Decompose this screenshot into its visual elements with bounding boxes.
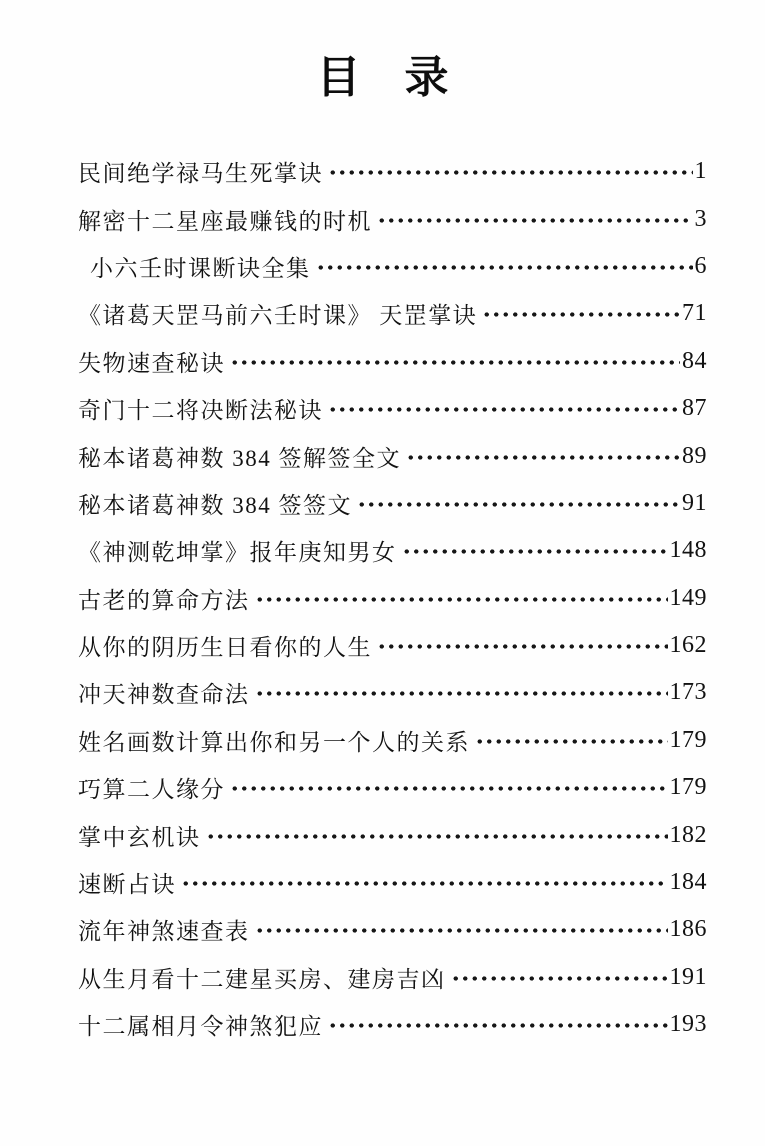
dot-leader	[376, 209, 693, 232]
toc-entry	[78, 480, 707, 527]
toc-entry	[78, 527, 707, 574]
dot-leader	[327, 161, 693, 184]
dot-leader	[474, 730, 668, 753]
dot-leader	[180, 872, 668, 895]
dot-leader	[315, 256, 693, 279]
toc-entry	[78, 717, 707, 764]
toc-entry	[78, 432, 707, 479]
toc-entry-title: 从生月看十二建星买房、建房吉凶	[78, 966, 446, 992]
toc-entry-title: 巧算二人缘分	[78, 777, 225, 803]
toc-entry-title: 《诸葛天罡马前六壬时课》 天罡掌诀	[78, 303, 478, 329]
toc-entry-title: 秘本诸葛神数 384 签解签全文	[78, 445, 401, 471]
toc-entry-title: 民间绝学禄马生死掌诀	[78, 161, 323, 187]
toc-entry-title: 《神测乾坤掌》报年庚知男女	[78, 540, 397, 566]
toc-entry-title: 解密十二星座最赚钱的时机	[78, 208, 372, 234]
page-number: 179	[669, 726, 707, 753]
page-number: 6	[694, 252, 707, 279]
page-number: 71	[682, 300, 707, 327]
toc-entry	[78, 243, 707, 290]
dot-leader	[376, 635, 668, 658]
page-number: 186	[669, 916, 707, 943]
dot-leader	[327, 398, 680, 421]
toc-entry	[78, 148, 707, 195]
page-number: 87	[682, 395, 707, 422]
dot-leader	[450, 967, 668, 990]
toc-entry-title: 姓名画数计算出你和另一个人的关系	[78, 729, 470, 755]
toc-entry	[78, 385, 707, 432]
toc-entry-title: 秘本诸葛神数 384 签签文	[78, 492, 352, 518]
toc-entry	[78, 338, 707, 385]
toc-entry	[78, 764, 707, 811]
toc-entry-title: 奇门十二将决断法秘诀	[78, 398, 323, 424]
page-number: 91	[682, 489, 707, 516]
page-number: 1	[694, 158, 707, 185]
toc-entry	[78, 622, 707, 669]
page-number: 148	[669, 537, 707, 564]
dot-leader	[254, 682, 668, 705]
toc-entry-title: 冲天神数查命法	[78, 682, 250, 708]
toc-entry-title: 小六壬时课断诀全集	[90, 255, 311, 281]
dot-leader	[356, 493, 680, 516]
toc-entry	[78, 290, 707, 337]
page-number: 179	[669, 774, 707, 801]
page-number: 191	[669, 963, 707, 990]
dot-leader	[481, 303, 680, 326]
page-number: 149	[669, 584, 707, 611]
toc-entry	[78, 811, 707, 858]
dot-leader	[327, 1014, 668, 1037]
page-number: 89	[682, 442, 707, 469]
page-number: 184	[669, 869, 707, 896]
toc-entry	[78, 954, 707, 1001]
page-number: 162	[669, 632, 707, 659]
toc-entry-title: 掌中玄机诀	[78, 824, 201, 850]
toc-entry-title: 流年神煞速查表	[78, 919, 250, 945]
dot-leader	[205, 825, 668, 848]
page-number: 84	[682, 347, 707, 374]
toc-entry-title: 十二属相月令神煞犯应	[78, 1014, 323, 1040]
toc-entry	[78, 906, 707, 953]
toc-entry-title: 从你的阴历生日看你的人生	[78, 635, 372, 661]
toc-entry	[78, 195, 707, 242]
toc-entry	[78, 859, 707, 906]
page-number: 182	[669, 821, 707, 848]
dot-leader	[229, 777, 668, 800]
toc-list	[0, 104, 765, 1048]
toc-entry-title: 失物速查秘诀	[78, 350, 225, 376]
dot-leader	[254, 588, 668, 611]
dot-leader	[401, 540, 668, 563]
toc-entry-title: 古老的算命方法	[78, 587, 250, 613]
toc-entry	[78, 1001, 707, 1048]
toc-entry	[78, 575, 707, 622]
dot-leader	[405, 446, 680, 469]
page-number: 193	[669, 1011, 707, 1038]
dot-leader	[229, 351, 680, 374]
toc-entry-title: 速断占诀	[78, 872, 176, 898]
toc-entry	[78, 669, 707, 716]
page-number: 173	[669, 679, 707, 706]
dot-leader	[254, 919, 668, 942]
page-title: 目 录	[316, 53, 449, 102]
page-number: 3	[694, 205, 707, 232]
